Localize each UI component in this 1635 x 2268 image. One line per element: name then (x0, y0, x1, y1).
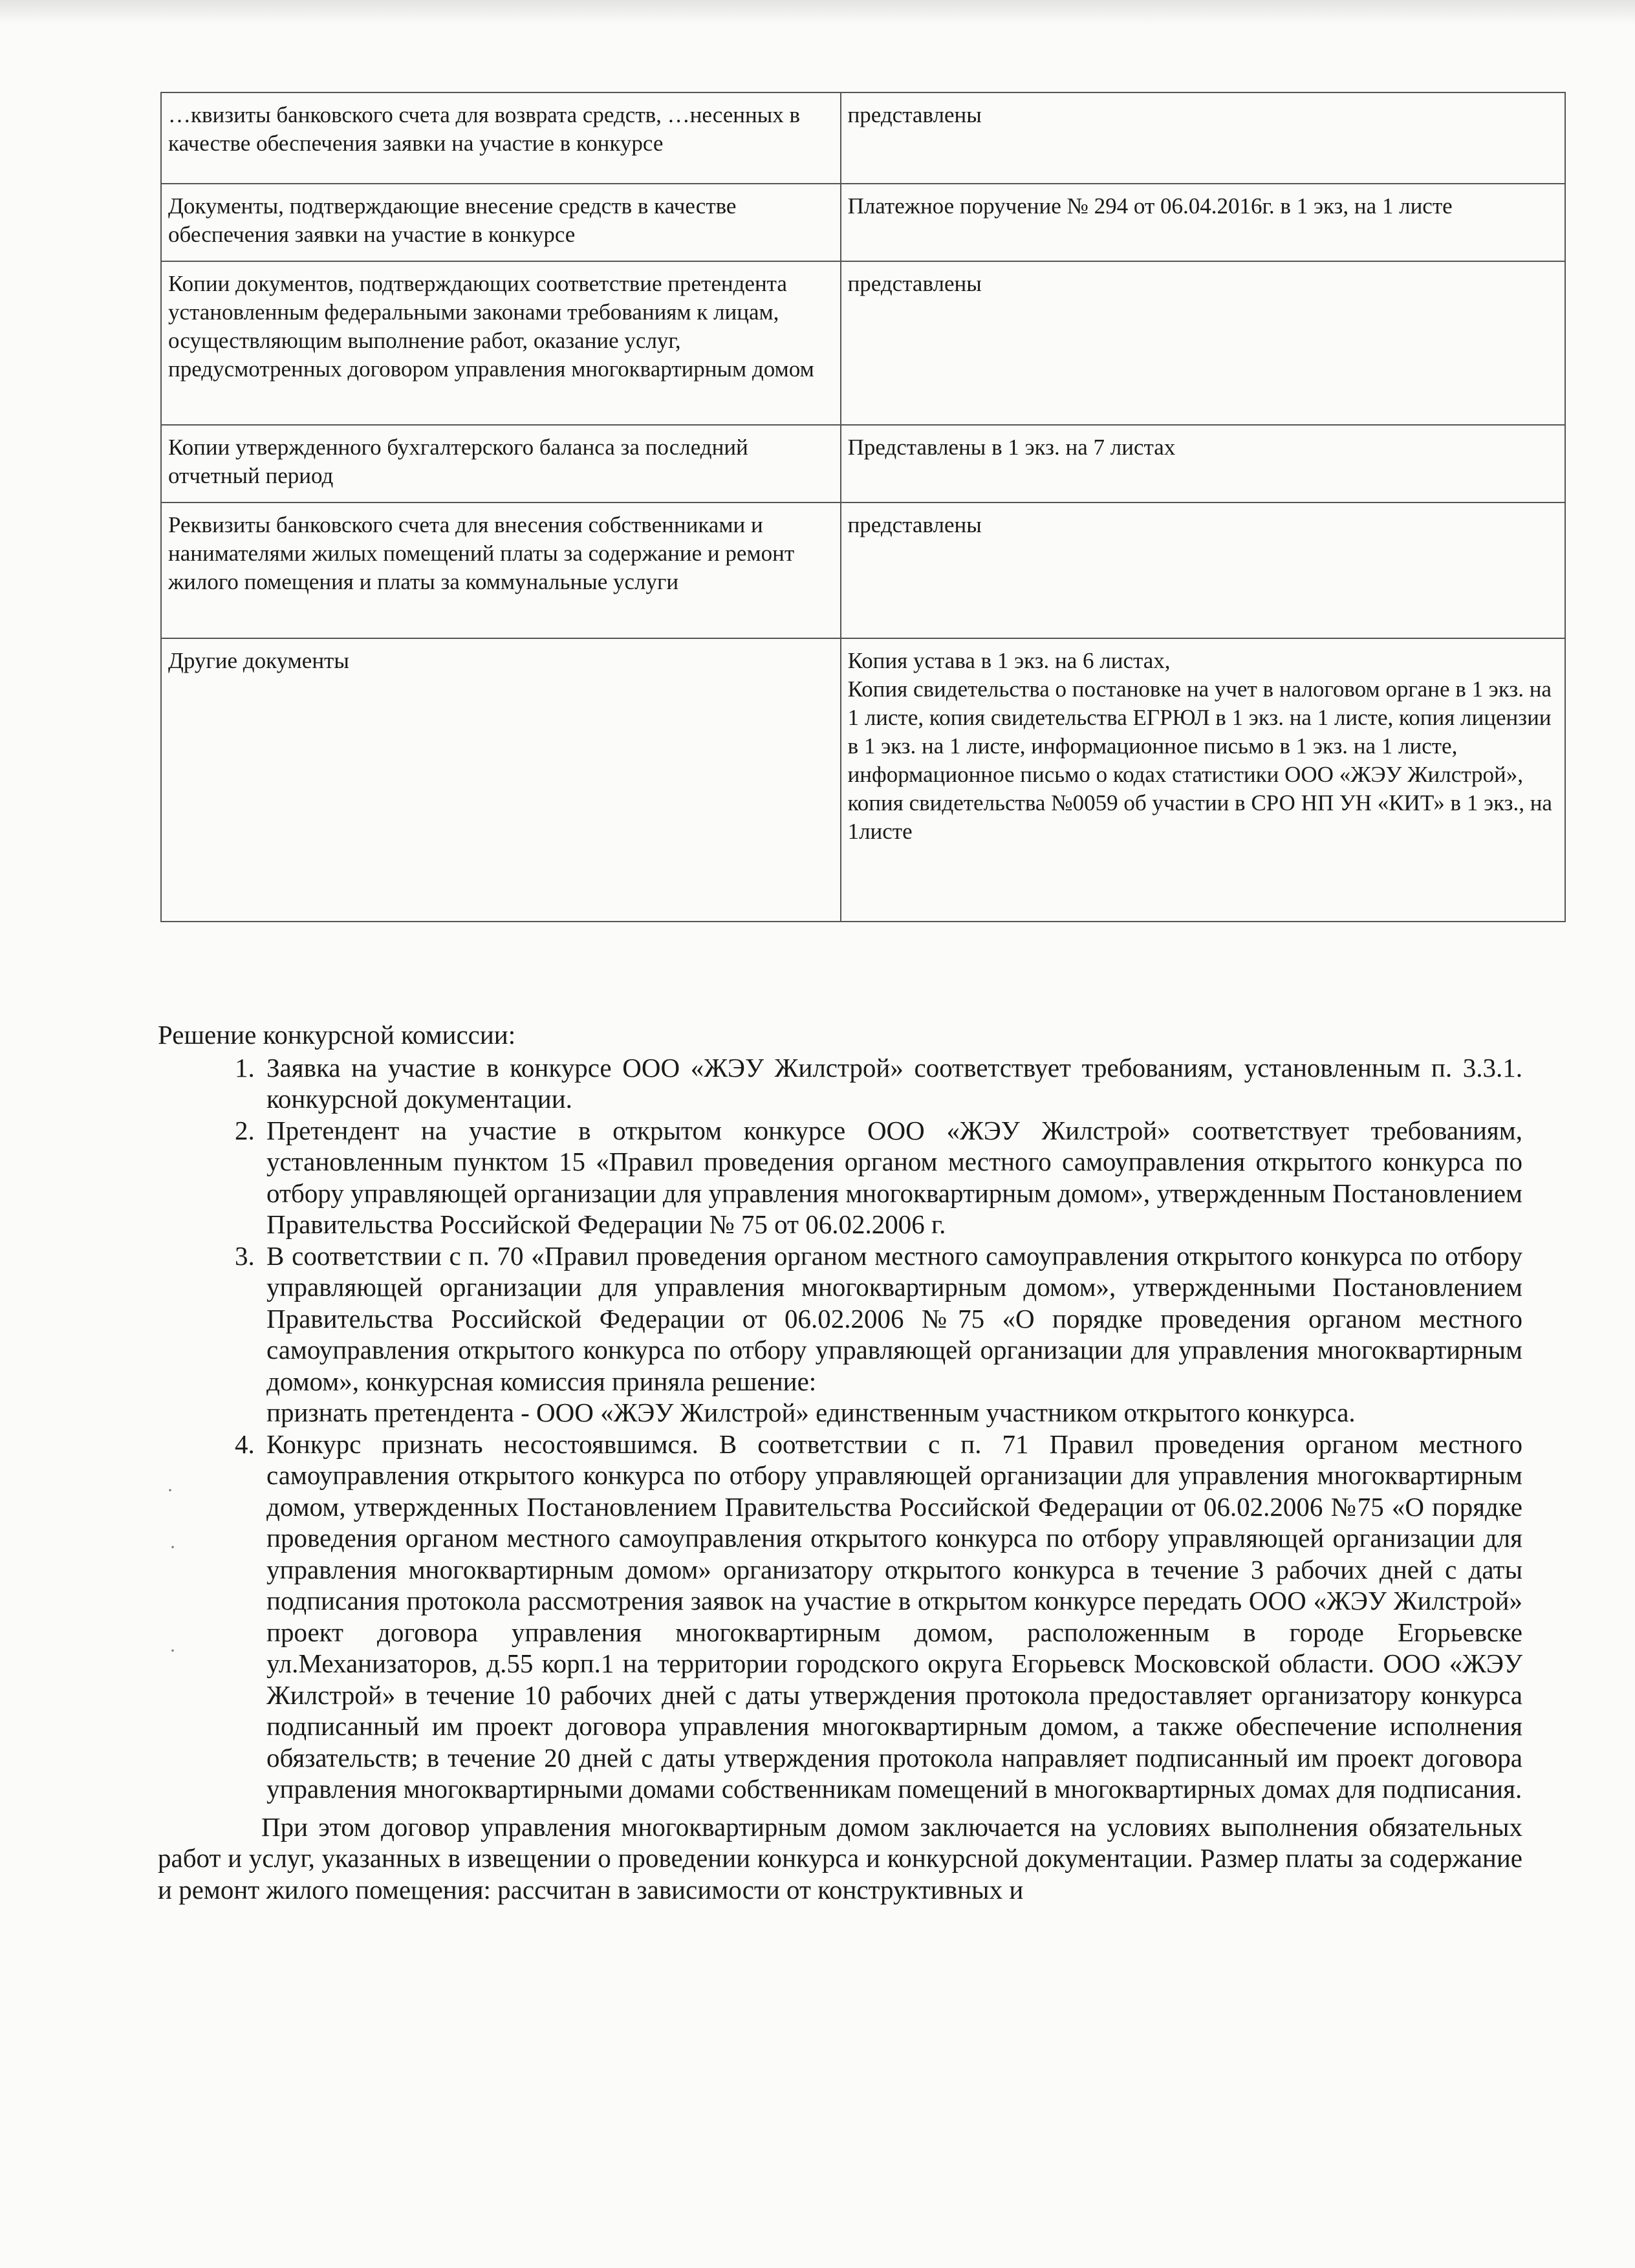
decision-item-text: Конкурс признать несостоявшимся. В соответствии с п. 71 Правил проведения органом местного самоуправления открытого конкурса по отбору управляющей организации для управления многоквартирным домом, утвержденных Постановлением Правительства Российской Федерации от 06.02.2006 №75 «О порядке проведения органом местного самоуправления открытого конкурса по отбору управляющей организации для управления многоквартирным домом» организатору открытого конкурса в течение 3 рабочих дней с даты подписания протокола рассмотрения заявок на участие в открытом конкурсе передать ООО «ЖЭУ Жилстрой» проект договора управления многоквартирным домом, расположенным в городе Егорьевске ул.Механизаторов, д.55 корп.1 на территории городского округа Егорьевск Московской области. ООО «ЖЭУ Жилстрой» в течение 10 рабочих дней с даты утверждения протокола предоставляет организатору конкурса подписанный им проект договора управления многоквартирным домом, а также обеспечение исполнения обязательств; в течение 20 дней с даты утверждения протокола направляет подписанный им проект договора управления многоквартирными домами собственникам помещений в многоквартирных домах для подписания. (266, 1429, 1522, 1804)
scan-mark: · (169, 1537, 176, 1558)
scan-mark: · (167, 1480, 173, 1501)
decision-item (261, 1115, 1522, 1240)
table-cell-value: представлены (841, 92, 1565, 184)
other-docs-line: Копия устава в 1 экз. на 6 листах, (847, 648, 1171, 673)
table-cell-label: …квизиты банковского счета для возврата средств, …несенных в качестве обеспечения заявки на участие в конкурсе (161, 92, 841, 184)
decision-list (158, 1052, 1522, 1805)
closing-paragraph: При этом договор управления многоквартирным домом заключается на условиях выполнения обязательных работ и услуг, указанных в извещении о проведении конкурса и конкурсной документации. Размер платы за содержание и ремонт жилого помещения: рассчитан в зависимости от конструктивных и (158, 1811, 1522, 1905)
table-cell-label: Реквизиты банковского счета для внесения собственниками и нанимателями жилых помещений платы за содержание и ремонт жилого помещения и платы за коммунальные услуги (161, 502, 841, 638)
decision-item-text: Претендент на участие в открытом конкурсе ООО «ЖЭУ Жилстрой» соответствует требованиям, установленным пунктом 15 «Правил проведения органом местного самоуправления открытого конкурса по отбору управляющей организации для управления многоквартирным домом», утвержденным Постановлением Правительства Российской Федерации № 75 от 06.02.2006 г. (266, 1115, 1522, 1239)
commission-decision (158, 1019, 1522, 1905)
table-cell-value: представлены (841, 502, 1565, 638)
table-cell-value: Платежное поручение № 294 от 06.04.2016г. в 1 экз, на 1 листе (841, 184, 1565, 261)
decision-item (261, 1052, 1522, 1115)
decision-item-text: В соответствии с п. 70 «Правил проведения органом местного самоуправления открытого конкурса по отбору управляющей организации для управления многоквартирным домом», утвержденными Постановлением Правительства Российской Федерации от 06.02.2006 №75 «О порядке проведения органом местного самоуправления открытого конкурса по отбору управляющей организации для управления многоквартирным домом», конкурсная комиссия приняла решение: (266, 1240, 1522, 1396)
table-cell-label: Копии документов, подтверждающих соответствие претендента установленным федеральными законами требованиям к лицам, осуществляющим выполнение работ, оказание услуг, предусмотренных договором управления многоквартирным домом (161, 261, 841, 425)
requirements-table (160, 92, 1566, 922)
decision-item-text: Заявка на участие в конкурсе ООО «ЖЭУ Жилстрой» соответствует требованиям, установленным п. 3.3.1. конкурсной документации. (266, 1052, 1522, 1114)
decision-item (261, 1429, 1522, 1805)
decision-title: Решение конкурсной комиссии: (158, 1020, 516, 1050)
table-cell-label: Документы, подтверждающие внесение средств в качестве обеспечения заявки на участие в конкурсе (161, 184, 841, 261)
table-row (161, 261, 1565, 425)
decision-item (261, 1240, 1522, 1429)
decision-outcome: признать претендента - ООО «ЖЭУ Жилстрой» единственным участником открытого конкурса. (266, 1398, 1356, 1427)
scan-mark: · (169, 1640, 176, 1661)
other-docs-line: Копия свидетельства о постановке на учет в налоговом органе в 1 экз. на 1 листе, копия свидетельства ЕГРЮЛ в 1 экз. на 1 листе, копия лицензии в 1 экз. на 1 листе, информационное письмо в 1 экз. на 1 листе, информационное письмо о кодах статистики ООО «ЖЭУ Жилстрой», копия свидетельства №0059 об участии в СРО НП УН «КИТ» в 1 экз., на 1листе (847, 676, 1552, 844)
table-cell-value (841, 638, 1565, 922)
table-row (161, 425, 1565, 502)
table-row (161, 638, 1565, 922)
table-row (161, 502, 1565, 638)
table-row (161, 184, 1565, 261)
table-cell-value: Представлены в 1 экз. на 7 листах (841, 425, 1565, 502)
table-cell-label: Копии утвержденного бухгалтерского баланса за последний отчетный период (161, 425, 841, 502)
scan-top-edge (0, 0, 1635, 25)
table-cell-label: Другие документы (161, 638, 841, 922)
table-cell-value: представлены (841, 261, 1565, 425)
table-row (161, 92, 1565, 184)
